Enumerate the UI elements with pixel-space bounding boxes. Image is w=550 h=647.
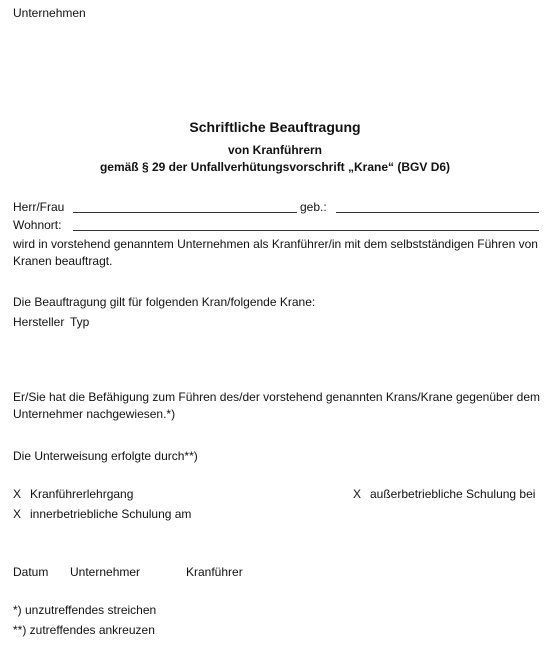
cranes-intro: Die Beauftragung gilt für folgenden Kran/folgende Krane:: [13, 295, 316, 309]
option-crane-course-label: Kranführerlehrgang: [30, 487, 134, 501]
company-label: Unternehmen: [13, 6, 86, 20]
regulation-reference: gemäß § 29 der Unfallverhütungsvorschrift „Krane“ (BGV D6): [99, 160, 451, 174]
option-internal-training-label: innerbetriebliche Schulung am: [30, 507, 192, 521]
person-label: Herr/Frau: [13, 200, 65, 214]
signature-employer-label: Unternehmer: [70, 565, 141, 579]
person-name-line[interactable]: [73, 212, 297, 213]
option-crane-course-mark[interactable]: X: [13, 487, 22, 501]
signature-date-label: Datum: [13, 565, 49, 579]
option-external-training-mark[interactable]: X: [353, 487, 362, 501]
manufacturer-label: Hersteller: [13, 315, 65, 329]
type-label: Typ: [70, 315, 90, 329]
birth-date-label: geb.:: [300, 200, 327, 214]
qualification-paragraph: Er/Sie hat die Befähigung zum Führen des/der vorstehend genannten Krans/Krane gegenüber dem Unternehmer nachgewiesen.*): [13, 390, 541, 421]
instruction-intro: Die Unterweisung erfolgte durch**): [13, 449, 198, 463]
birth-date-line[interactable]: [336, 212, 539, 213]
option-internal-training-mark[interactable]: X: [13, 507, 22, 521]
option-external-training-label: außerbetriebliche Schulung bei: [370, 487, 536, 501]
residence-line[interactable]: [73, 230, 539, 231]
document-title: Schriftliche Beauftragung: [189, 119, 361, 135]
signature-operator-label: Kranführer: [186, 565, 243, 579]
footnote-strike: *) unzutreffendes streichen: [13, 603, 157, 617]
assignment-paragraph: wird in vorstehend genanntem Unternehmen als Kranführer/in mit dem selbstständigen Führen von Kranen beauftragt.: [13, 237, 538, 268]
document-subtitle: von Kranführern: [227, 143, 322, 157]
footnote-tick: **) zutreffendes ankreuzen: [13, 623, 155, 637]
residence-label: Wohnort:: [13, 218, 62, 232]
